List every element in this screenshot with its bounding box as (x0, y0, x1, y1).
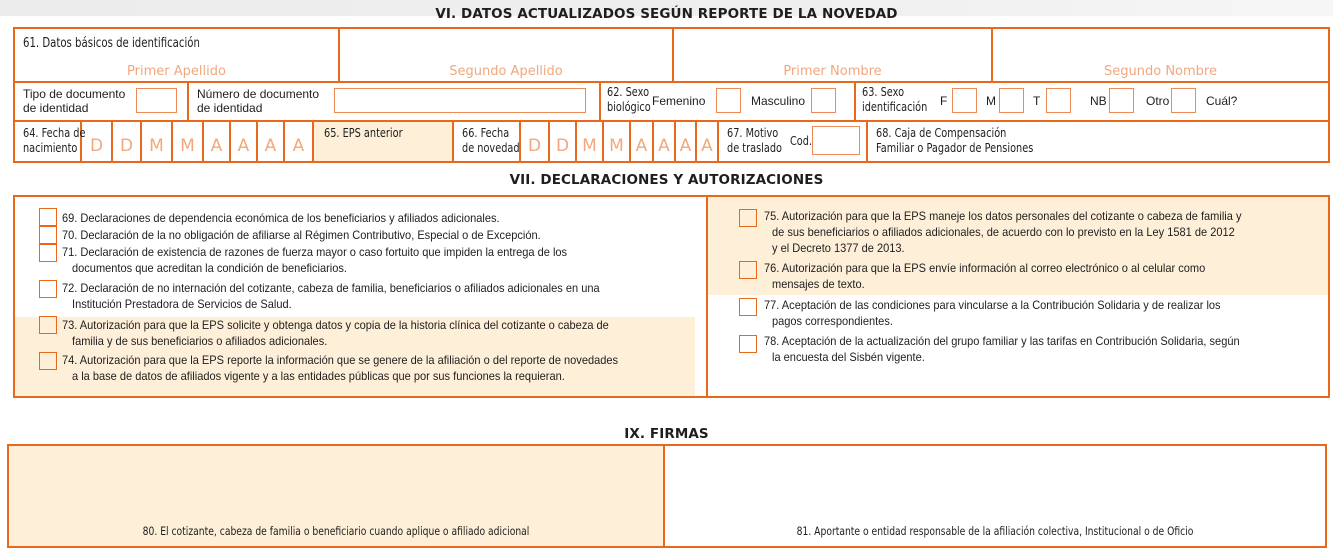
field-68-label-2: Familiar o Pagador de Pensiones (876, 140, 1034, 155)
item-76-text-2: mensajes de texto. (772, 277, 865, 291)
caja-compensacion-cell[interactable] (868, 122, 1328, 161)
fecha-nacimiento-digit[interactable]: D (113, 122, 142, 161)
item-74-text-2: a la base de datos de afiliados vigente y a las entidades públicas que por sus funciones la requieran. (72, 369, 565, 383)
motivo-traslado-code-input[interactable] (812, 126, 860, 155)
fecha-novedad-digit[interactable]: A (631, 122, 654, 161)
femenino-label: Femenino (652, 94, 706, 108)
fecha-novedad-digit[interactable]: D (550, 122, 577, 161)
row-field-61 (15, 29, 1328, 83)
field-61-label: 61. Datos básicos de identificación (23, 36, 200, 51)
item-73-text-1: 73. Autorización para que la EPS solicite y obtenga datos y copia de la historia clínica del cotizante o cabeza de (62, 318, 609, 332)
item-71-text-1: 71. Declaración de existencia de razones de fuerza mayor o caso fortuito que impiden la entrega de los (62, 245, 568, 259)
item-72-text-1: 72. Declaración de no internación del cotizante, cabeza de familia, beneficiarios o afiliados adicionales en una (62, 281, 600, 295)
declarations-left-column (15, 197, 708, 396)
row-identity (15, 83, 1328, 122)
item-70-text: 70. Declaración de la no obligación de afiliarse al Régimen Contributivo, Especial o de Excepción. (62, 228, 541, 242)
fecha-novedad-label-cell (454, 122, 521, 161)
motivo-traslado-cell (719, 122, 868, 161)
cual-label: Cuál? (1206, 94, 1238, 108)
section-6-title: VI. DATOS ACTUALIZADOS SEGÚN REPORTE DE LA NOVEDAD (435, 6, 898, 22)
sexo-biologico-cell (601, 83, 856, 120)
tipo-documento-label-2: de identidad (23, 101, 89, 115)
sexo-nb-checkbox[interactable] (1109, 88, 1134, 113)
sexo-nb-label: NB (1090, 94, 1107, 108)
item-75-text-3: y el Decreto 1377 de 2013. (772, 241, 905, 255)
sexo-f-checkbox[interactable] (952, 88, 977, 113)
fecha-nacimiento-digit[interactable]: M (173, 122, 204, 161)
item-69-text: 69. Declaraciones de dependencia económica de los beneficiarios y afiliados adicionales. (62, 211, 500, 225)
tipo-documento-label-1: Tipo de documento (23, 87, 126, 101)
field-62-label-2: biológico (607, 99, 651, 114)
primer-apellido-placeholder: Primer Apellido (127, 64, 226, 79)
numero-documento-input[interactable] (334, 88, 586, 113)
sexo-identificacion-cell (856, 83, 1328, 120)
primer-nombre-cell[interactable] (674, 29, 993, 81)
field-68-label-1: 68. Caja de Compensación (876, 125, 1007, 140)
item-76-checkbox[interactable] (739, 261, 757, 279)
segundo-nombre-cell[interactable] (993, 29, 1328, 81)
section-7-form (13, 195, 1330, 398)
field-65-label: 65. EPS anterior (324, 125, 403, 140)
fecha-novedad-digit[interactable]: A (654, 122, 676, 161)
field-66-label-1: 66. Fecha (462, 125, 510, 140)
fecha-nacimiento-digit[interactable]: A (258, 122, 285, 161)
segundo-nombre-placeholder: Segundo Nombre (1104, 64, 1217, 79)
section-7-title: VII. DECLARACIONES Y AUTORIZACIONES (509, 172, 824, 188)
numero-documento-cell (189, 83, 601, 120)
section-9-title: IX. FIRMAS (624, 426, 709, 442)
signature-80-label: 80. El cotizante, cabeza de familia o beneficiario cuando aplique o afiliado adicional (142, 524, 530, 538)
item-70-checkbox[interactable] (39, 226, 57, 244)
field-62-label-1: 62. Sexo (607, 84, 650, 99)
masculino-checkbox[interactable] (811, 88, 836, 113)
field-67-label-1: 67. Motivo (727, 125, 779, 140)
signature-81-label: 81. Aportante o entidad responsable de la afiliación colectiva, Institucional o de Oficio (796, 524, 1194, 538)
sexo-t-checkbox[interactable] (1046, 88, 1071, 113)
field-63-label-2: identificación (862, 99, 928, 114)
fecha-novedad-digit[interactable]: M (577, 122, 604, 161)
fecha-nacimiento-digit[interactable]: D (82, 122, 113, 161)
item-71-text-2: documentos que acreditan la condición de beneficiarios. (72, 261, 347, 275)
item-76-text-1: 76. Autorización para que la EPS envíe información al correo electrónico o al celular como (764, 261, 1206, 275)
item-77-text-1: 77. Aceptación de las condiciones para vincularse a la Contribución Solidaria y de realizar los (764, 298, 1221, 312)
segundo-apellido-cell[interactable] (340, 29, 674, 81)
eps-anterior-cell[interactable] (314, 122, 454, 161)
tipo-documento-cell (15, 83, 189, 120)
row-dates (15, 122, 1328, 161)
fecha-novedad-digit[interactable]: A (697, 122, 719, 161)
masculino-label: Masculino (751, 94, 806, 108)
item-74-checkbox[interactable] (39, 352, 57, 370)
item-75-checkbox[interactable] (739, 209, 757, 227)
field-67-label-2: de traslado (727, 140, 783, 155)
signature-80-area[interactable] (9, 446, 665, 546)
item-71-checkbox[interactable] (39, 244, 57, 262)
item-73-checkbox[interactable] (39, 316, 57, 334)
item-69-checkbox[interactable] (39, 208, 57, 226)
item-77-checkbox[interactable] (739, 298, 757, 316)
sexo-f-label: F (940, 94, 948, 108)
item-72-text-2: Institución Prestadora de Servicios de Salud. (72, 297, 292, 311)
numero-documento-label-2: de identidad (197, 101, 263, 115)
item-72-checkbox[interactable] (39, 280, 57, 298)
item-74-text-1: 74. Autorización para que la EPS reporte la información que se genere de la afiliación o del reporte de novedades (62, 353, 619, 367)
item-78-text-2: la encuesta del Sisbén vigente. (772, 350, 925, 364)
cod-label: Cod. (790, 133, 813, 148)
item-77-text-2: pagos correspondientes. (772, 314, 893, 328)
item-78-text-1: 78. Aceptación de la actualización del grupo familiar y las tarifas en Contribución Solidaria, según (764, 334, 1240, 348)
numero-documento-label-1: Número de documento (197, 87, 320, 101)
field-64-label-1: 64. Fecha de (23, 125, 86, 140)
fecha-nacimiento-digit[interactable]: M (142, 122, 173, 161)
item-75-text-2: de sus beneficiarios o afiliados adicionales, de acuerdo con lo previsto en la Ley 1581 de 2012 (772, 225, 1235, 239)
item-73-text-2: familia y de sus beneficiarios o afiliados adicionales. (72, 334, 328, 348)
sexo-t-label: T (1033, 94, 1041, 108)
segundo-apellido-placeholder: Segundo Apellido (449, 64, 563, 79)
sexo-otro-checkbox[interactable] (1171, 88, 1196, 113)
fecha-nacimiento-label-cell (15, 122, 86, 161)
fecha-nacimiento-digit[interactable]: A (204, 122, 231, 161)
field-66-label-2: de novedad (462, 140, 520, 155)
declarations-right-column (708, 197, 1328, 396)
sexo-m-label: M (986, 94, 996, 108)
field-64-label-2: nacimiento (23, 140, 78, 155)
field-63-label-1: 63. Sexo (862, 84, 905, 99)
primer-nombre-placeholder: Primer Nombre (783, 64, 882, 79)
fecha-novedad-digit[interactable]: D (521, 122, 550, 161)
signatures-form (7, 444, 1327, 548)
sexo-m-checkbox[interactable] (999, 88, 1024, 113)
sexo-otro-label: Otro (1146, 94, 1170, 108)
fecha-novedad-digit[interactable]: A (676, 122, 697, 161)
primer-apellido-cell[interactable] (15, 29, 340, 81)
tipo-documento-input[interactable] (136, 88, 177, 113)
section-6-form (13, 27, 1330, 163)
item-78-checkbox[interactable] (739, 335, 757, 353)
fecha-nacimiento-digit[interactable]: A (285, 122, 314, 161)
fecha-novedad-digit[interactable]: M (604, 122, 631, 161)
signature-81-area[interactable] (665, 446, 1325, 546)
fecha-nacimiento-digit[interactable]: A (231, 122, 258, 161)
fecha-nacimiento-digits (82, 122, 327, 161)
item-75-text-1: 75. Autorización para que la EPS maneje los datos personales del cotizante o cabeza de familia y (764, 209, 1242, 223)
femenino-checkbox[interactable] (716, 88, 741, 113)
